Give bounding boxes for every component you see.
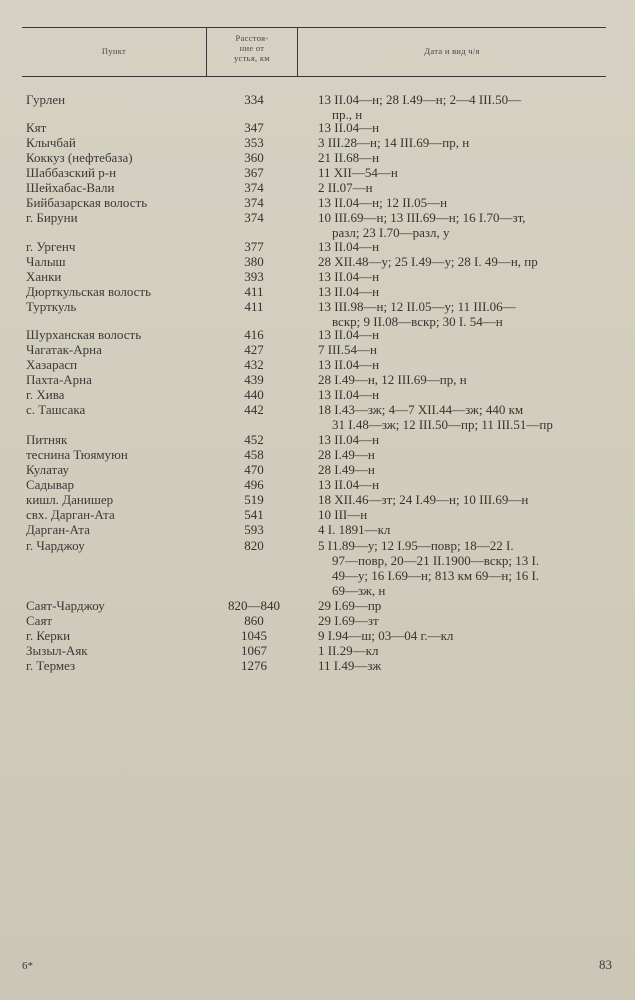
date-and-type-line: 11 I.49—зж — [318, 658, 382, 673]
date-and-type-line: 28 XII.48—у; 25 I.49—у; 28 I. 49—н, пр — [318, 254, 538, 269]
date-and-type — [318, 658, 610, 673]
date-and-type — [318, 538, 610, 598]
distance-km: 593 — [244, 522, 264, 537]
place-name: свх. Дарган-Ата — [26, 507, 115, 522]
place-name: Шейхабас-Вали — [26, 180, 115, 195]
date-and-type — [318, 150, 610, 165]
date-and-type-line: 7 III.54—н — [318, 342, 377, 357]
distance-km: 427 — [244, 342, 264, 357]
date-and-type — [318, 447, 610, 462]
distance-km: 367 — [244, 165, 264, 180]
header-distance-line-2: ние от — [239, 43, 265, 53]
date-and-type-line: 21 II.68—н — [318, 150, 380, 165]
date-and-type — [318, 254, 610, 269]
place-name: Турткуль — [26, 299, 77, 314]
place-name: Бийбазарская волость — [26, 195, 148, 210]
date-and-type-line: 13 II.04—н; 12 II.05—н — [318, 195, 448, 210]
header-distance — [207, 33, 297, 63]
date-and-type-line: 13 II.04—н — [318, 387, 380, 402]
date-and-type-line: 29 I.69—пр — [318, 598, 382, 613]
date-and-type-line: 13 II.04—н — [318, 327, 380, 342]
place-name: Шурханская волость — [26, 327, 142, 342]
header-distance-line-3: устья, км — [234, 53, 270, 63]
place-name: Чалыш — [26, 254, 66, 269]
table-top-rule — [22, 27, 606, 28]
date-and-type-line: 10 III—н — [318, 507, 368, 522]
date-and-type-line: 28 I.49—н — [318, 447, 375, 462]
date-and-type-line: 4 I. 1891—кл — [318, 522, 391, 537]
date-and-type-line: 29 I.69—зт — [318, 613, 379, 628]
place-name: г. Ургенч — [26, 239, 76, 254]
date-and-type — [318, 120, 610, 135]
distance-km: 374 — [244, 210, 264, 225]
place-name: Клычбай — [26, 135, 76, 150]
date-and-type-line: 69—зж, н — [332, 583, 386, 598]
date-and-type-line: 13 II.04—н — [318, 239, 380, 254]
date-and-type-line: 31 I.48—зж; 12 III.50—пр; 11 III.51—пр — [332, 417, 553, 432]
place-name: Шаббазский р-н — [26, 165, 117, 180]
date-and-type — [318, 613, 610, 628]
date-and-type — [318, 372, 610, 387]
distance-km: 416 — [244, 327, 264, 342]
distance-km: 440 — [244, 387, 264, 402]
place-name: Чагатак-Арна — [26, 342, 102, 357]
date-and-type-line: пр., н — [332, 107, 363, 122]
place-name: Дарган-Ата — [26, 522, 90, 537]
date-and-type-line: 13 III.98—н; 12 II.05—у; 11 III.06— — [318, 299, 516, 314]
place-name: г. Керки — [26, 628, 71, 643]
date-and-type — [318, 284, 610, 299]
distance-km: 1045 — [241, 628, 267, 643]
date-and-type-line: 13 II.04—н — [318, 269, 380, 284]
place-name: Ханки — [26, 269, 62, 284]
place-name: г. Термез — [26, 658, 76, 673]
page-number: 83 — [599, 957, 612, 972]
place-name: г. Хива — [26, 387, 65, 402]
date-and-type — [318, 210, 610, 240]
distance-km: 470 — [244, 462, 264, 477]
place-name: Питняк — [26, 432, 68, 447]
date-and-type-line: 13 II.04—н — [318, 357, 380, 372]
date-and-type — [318, 507, 610, 522]
date-and-type-line: разл; 23 I.70—разл, у — [332, 225, 450, 240]
date-and-type — [318, 357, 610, 372]
distance-km: 353 — [244, 135, 264, 150]
place-name: Гурлен — [26, 92, 66, 107]
date-and-type — [318, 180, 610, 195]
distance-km: 452 — [244, 432, 264, 447]
date-and-type — [318, 462, 610, 477]
place-name: теснина Тюямуюн — [26, 447, 128, 462]
date-and-type-line: 49—у; 16 I.69—н; 813 км 69—н; 16 I. — [332, 568, 540, 583]
distance-km: 380 — [244, 254, 264, 269]
date-and-type — [318, 195, 610, 210]
date-and-type-line: 9 I.94—ш; 03—04 г.—кл — [318, 628, 454, 643]
header-place: Пункт — [101, 46, 127, 56]
date-and-type — [318, 299, 610, 329]
distance-km: 519 — [244, 492, 264, 507]
place-name: с. Ташсака — [26, 402, 86, 417]
distance-km: 334 — [244, 92, 264, 107]
place-name: Саят — [26, 613, 53, 628]
date-and-type — [318, 643, 610, 658]
date-and-type — [318, 628, 610, 643]
distance-km: 458 — [244, 447, 264, 462]
date-and-type-line: 13 II.04—н — [318, 432, 380, 447]
date-and-type — [318, 342, 610, 357]
distance-km: 1067 — [241, 643, 267, 658]
distance-km: 377 — [244, 239, 264, 254]
place-name: Садывар — [26, 477, 75, 492]
date-and-type — [318, 477, 610, 492]
date-and-type — [318, 492, 610, 507]
date-and-type — [318, 402, 610, 432]
distance-km: 411 — [244, 299, 264, 314]
date-and-type — [318, 269, 610, 284]
place-name: г. Бируни — [26, 210, 78, 225]
place-name: кишл. Данишер — [26, 492, 114, 507]
date-and-type-line: 28 I.49—н, 12 III.69—пр, н — [318, 372, 467, 387]
header-distance-line-1: Расстоя- — [235, 33, 269, 43]
distance-km: 411 — [244, 284, 264, 299]
place-name: Пахта-Арна — [26, 372, 92, 387]
date-and-type-line: 13 II.04—н — [318, 120, 380, 135]
distance-km: 442 — [244, 402, 264, 417]
distance-km: 820—840 — [228, 598, 280, 613]
distance-km: 374 — [244, 195, 264, 210]
date-and-type — [318, 432, 610, 447]
date-and-type-line: 11 XII—54—н — [318, 165, 398, 180]
signature-mark: 6* — [22, 960, 33, 972]
date-and-type — [318, 598, 610, 613]
date-and-type — [318, 327, 610, 342]
date-and-type — [318, 239, 610, 254]
date-and-type-line: 1 II.29—кл — [318, 643, 379, 658]
date-and-type-line: 97—повр, 20—21 II.1900—вскр; 13 I. — [332, 553, 540, 568]
date-and-type-line: вскр; 9 II.08—вскр; 30 I. 54—н — [332, 314, 503, 329]
place-name: Хазарасп — [26, 357, 78, 372]
date-and-type-line: 10 III.69—н; 13 III.69—н; 16 I.70—зт, — [318, 210, 526, 225]
place-name: Кят — [26, 120, 47, 135]
header-date-type: Дата и вид ч/я — [424, 46, 480, 56]
date-and-type — [318, 135, 610, 150]
date-and-type-line: 13 II.04—н; 28 I.49—н; 2—4 III.50— — [318, 92, 522, 107]
distance-km: 360 — [244, 150, 264, 165]
date-and-type-line: 13 II.04—н — [318, 284, 380, 299]
distance-km: 496 — [244, 477, 264, 492]
date-and-type-line: 28 I.49—н — [318, 462, 375, 477]
distance-km: 1276 — [241, 658, 267, 673]
date-and-type-line: 18 I.43—зж; 4—7 XII.44—зж; 440 км — [318, 402, 524, 417]
distance-km: 439 — [244, 372, 264, 387]
date-and-type-line: 13 II.04—н — [318, 477, 380, 492]
date-and-type — [318, 387, 610, 402]
date-and-type — [318, 165, 610, 180]
distance-km: 432 — [244, 357, 264, 372]
table-header-rule — [22, 76, 606, 77]
date-and-type-line: 5 I1.89—у; 12 I.95—повр; 18—22 I. — [318, 538, 514, 553]
date-and-type — [318, 522, 610, 537]
distance-km: 541 — [244, 507, 264, 522]
place-name: Зызыл-Аяк — [26, 643, 88, 658]
date-and-type — [318, 92, 610, 122]
place-name: Дюрткульская волость — [26, 284, 152, 299]
date-and-type-line: 18 XII.46—зт; 24 I.49—н; 10 III.69—н — [318, 492, 529, 507]
distance-km: 393 — [244, 269, 264, 284]
distance-km: 860 — [244, 613, 264, 628]
place-name: Коккуз (нефтебаза) — [26, 150, 133, 165]
distance-km: 347 — [244, 120, 264, 135]
date-and-type-line: 3 III.28—н; 14 III.69—пр, н — [318, 135, 470, 150]
place-name: г. Чарджоу — [26, 538, 85, 553]
distance-km: 374 — [244, 180, 264, 195]
distance-km: 820 — [244, 538, 264, 553]
place-name: Кулатау — [26, 462, 69, 477]
date-and-type-line: 2 II.07—н — [318, 180, 373, 195]
place-name: Саят-Чарджоу — [26, 598, 105, 613]
